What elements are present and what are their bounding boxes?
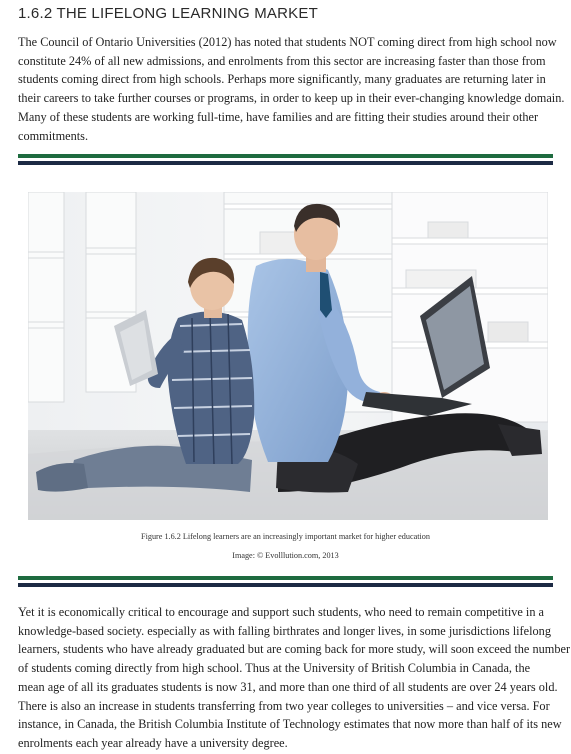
text-line: There is also an increase in students transferring from two year colleges to universities – and vice versa. For [18,698,550,713]
text-line: Yet it is economically critical to encourage and support such students, who need to remain competitive in a [18,605,545,619]
text-line: The Council of Ontario Universities (2012) has noted that students NOT coming direct from high school now [18,35,557,49]
section-heading: 1.6.2 THE LIFELONG LEARNING MARKET [18,5,318,22]
text-line: mean age of all its graduates students is now 31, and more than one third of all students are over 24 years old. [18,679,558,694]
text-line: Many of these students are working full-time, have families and are fitting their studies around their other [18,109,539,124]
text-line: their careers to take further courses or programs, in order to keep up in their ever-changing knowledge domain. [18,91,565,106]
figure-photo [28,192,548,520]
text-line: instance, in Canada, the British Columbia Institute of Technology estimates that now more than half of its new [18,717,562,732]
text-line: of students coming directly from high school. Thus at the University of British Columbia in Canada, the [18,661,531,676]
text-line: knowledge-based society. especially as with falling birthrates and longer lives, in some jurisdictions lifelong [18,623,551,638]
figure-bottom-divider [18,576,553,587]
text-line: learners, students who have already graduated but are coming back for more study, will soon exceed the number [18,642,571,657]
intro-paragraph [18,33,565,145]
divider-navy-band [18,161,553,165]
photo-lifelong-learners [28,192,548,520]
figure-top-divider [18,154,553,165]
text-line: commitments. [18,128,89,143]
divider-navy-band [18,583,553,587]
text-line: enrolments each year already have a university degree. [18,735,288,750]
figure-caption: Figure 1.6.2 Lifelong learners are an increasingly important market for higher education [141,532,430,541]
body-paragraph [18,603,571,753]
figure-credit: Image: © Evolllution.com, 2013 [232,551,339,560]
text-line: students coming direct from high schools. Perhaps more significantly, many graduates are returning later in [18,72,546,87]
text-line: constitute 24% of all new admissions, and enrolments from this sector are increasing faster than those from [18,53,546,68]
